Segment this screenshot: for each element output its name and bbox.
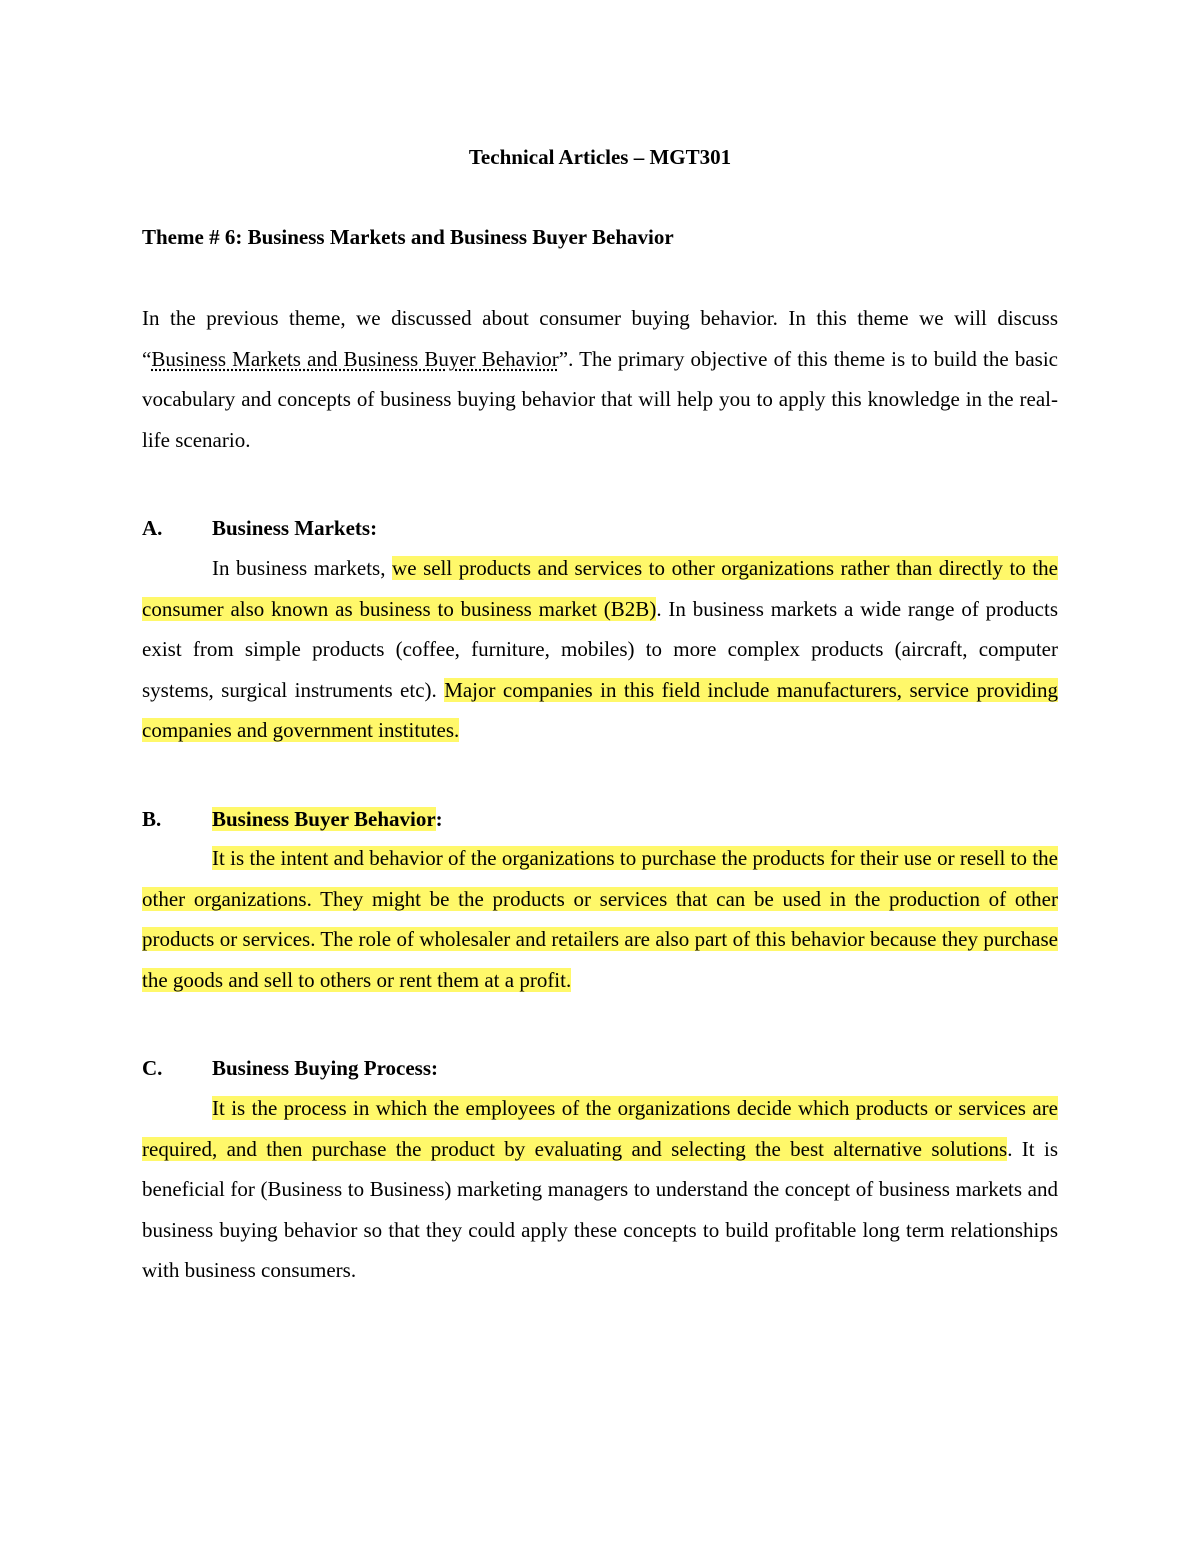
intro-theme-link: Business Markets and Business Buyer Behavior — [151, 346, 559, 371]
section-b-highlight-1: It is the intent and behavior of the organizations to purchase the products for their use or resell to the other organizations. They might be the products or services that can be used in the production of other products or services. The role of wholesaler and retailers are also part of this behavior because they purchase the goods and sell to others or rent them at a profit. — [142, 846, 1058, 992]
section-a-highlight-1: we sell products and services to other organizations rather than directly to the consumer also known as business to business market (B2B) — [142, 556, 1058, 621]
section-c-heading — [142, 1053, 438, 1083]
section-a-text-1: In business markets, — [212, 556, 393, 580]
section-a-highlight-2: Major companies in this field include manufacturers, service providing companies and government institutes. — [142, 677, 1058, 742]
section-b-title-suffix: : — [435, 807, 443, 831]
section-b-title: Business Buyer Behavior — [212, 807, 436, 831]
section-c-text-1: . It is beneficial for (Business to Business) marketing managers to understand the concept of business markets and business buying behavior so that they could apply these concepts to build profitable long term relationships with business consumers. — [142, 1136, 1058, 1282]
section-a-paragraph — [142, 548, 1058, 751]
theme-heading: Theme # 6: Business Markets and Business Buyer Behavior — [142, 225, 674, 249]
section-a-letter: A. — [142, 516, 163, 540]
section-a-text-2: . In business markets a wide range of products exist from simple products (coffee, furniture, mobiles) to more complex products (aircraft, computer systems, surgical instruments etc). — [142, 596, 1058, 702]
intro-text-1: In the previous theme, we discussed about consumer buying behavior. In this theme we will discuss “ — [142, 306, 1058, 371]
section-a-heading — [142, 513, 377, 543]
section-b-paragraph — [142, 838, 1058, 1000]
document-title: Technical Articles – MGT301 — [468, 145, 732, 169]
intro-text-2: ”. The primary objective of this theme is to build the basic vocabulary and concepts of business buying behavior that will help you to apply this knowledge in the real-life scenario. — [142, 346, 1058, 452]
section-c-title: Business Buying Process: — [212, 1056, 438, 1080]
section-c-paragraph — [142, 1088, 1058, 1291]
intro-paragraph — [142, 298, 1058, 460]
section-a-title: Business Markets: — [212, 516, 378, 540]
section-c-highlight-1: It is the process in which the employees of the organizations decide which products or services are required, and then purchase the product by evaluating and selecting the best alternative solutions — [142, 1096, 1058, 1161]
section-b-heading — [142, 804, 443, 834]
section-c-letter: C. — [142, 1056, 163, 1080]
section-b-letter: B. — [142, 807, 162, 831]
